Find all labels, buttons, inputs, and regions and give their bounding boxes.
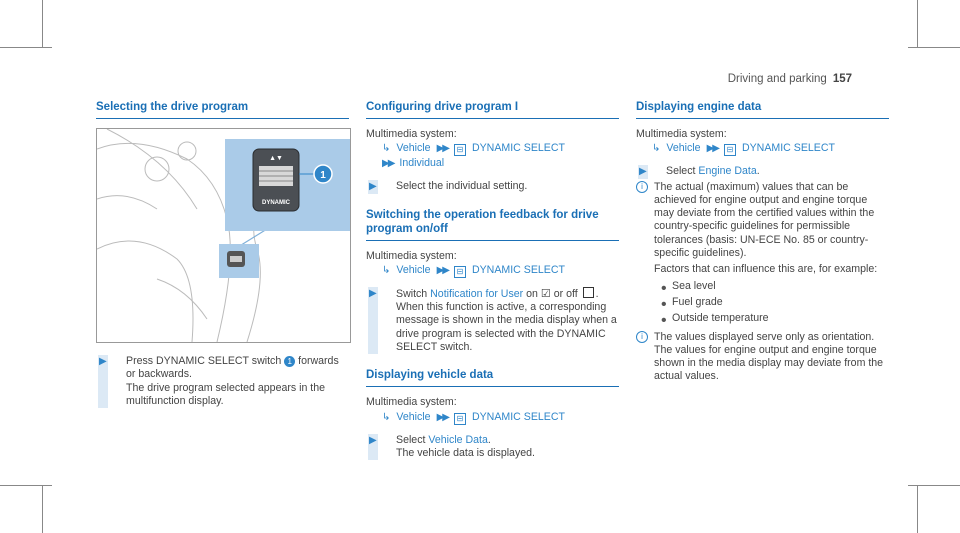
step-text: . <box>595 287 599 300</box>
section-title: Displaying vehicle data <box>366 368 619 387</box>
intro-text: Multimedia system: <box>366 249 457 262</box>
path-item: Vehicle <box>666 142 701 155</box>
header-section: Driving and parking <box>727 73 827 85</box>
list-item <box>654 296 889 309</box>
menu-arrow-icon: ↳ <box>382 411 391 423</box>
step-text: Select the individual setting. <box>396 180 528 193</box>
section-title: Configuring drive program I <box>366 100 619 119</box>
step-arrow-icon: ▶ <box>99 356 107 367</box>
column-3 <box>636 100 889 384</box>
list-item-text: • Outside temperature <box>672 312 769 325</box>
factors-text: Factors that can influence this are, for example: <box>654 263 878 276</box>
crop-mark <box>42 485 43 533</box>
crop-mark <box>42 0 43 48</box>
crop-mark <box>917 485 918 533</box>
path-item: Vehicle <box>396 263 431 276</box>
instruction-step <box>366 287 619 354</box>
menu-arrow-icon: ↳ <box>382 264 391 276</box>
step-arrow-icon: ▶ <box>369 434 377 446</box>
step-arrow-icon: ▶ <box>369 181 377 193</box>
path-item: DYNAMIC SELECT <box>471 410 565 423</box>
center-console-illustration <box>97 129 350 342</box>
callout-badge: 1 <box>284 356 295 367</box>
list-item-text: • Fuel grade <box>672 295 723 308</box>
crop-mark <box>0 47 52 48</box>
chevron-right-icon: ▶▶ <box>436 143 448 155</box>
instruction-step <box>636 165 889 178</box>
instruction-step <box>366 434 619 461</box>
note-text: The actual (maximum) values that can be achieved for engine output and engine torque may deviate from the certified values within the country-specific guidelines for permissible tolerances (basis: UN-ECE No. 85 or country-specific guidelines). <box>654 180 875 260</box>
chevron-right-icon: ▶▶ <box>436 411 448 423</box>
path-item: DYNAMIC SELECT <box>471 263 565 276</box>
note-text: The values displayed serve only as orientation. The values for engine output and engine torque shown in the media display may deviate from the actual values. <box>654 330 884 383</box>
instruction-step <box>96 355 349 408</box>
step-text: . <box>756 165 760 178</box>
menu-path <box>366 410 619 425</box>
step-text: Switch <box>396 287 428 300</box>
path-item: Vehicle <box>396 410 431 423</box>
seat-icon: ⊟ <box>724 144 736 156</box>
step-text: on <box>526 287 538 300</box>
page-number: 157 <box>832 73 852 85</box>
svg-text:▲▼: ▲▼ <box>269 155 283 162</box>
step-text: Press DYNAMIC SELECT switch <box>126 355 282 367</box>
menu-arrow-icon: ↳ <box>382 143 391 155</box>
switch-label: DYNAMIC <box>262 200 290 206</box>
dynamic-switch-zoom <box>225 139 350 231</box>
crop-mark <box>0 485 52 486</box>
crop-mark <box>908 47 960 48</box>
step-text: or off <box>553 287 578 300</box>
list-item <box>654 312 889 325</box>
setting-link: Notification for User <box>430 287 524 300</box>
step-arrow-icon: ▶ <box>369 287 377 299</box>
menu-path <box>366 263 619 278</box>
setting-link: Engine Data <box>698 165 757 178</box>
column-1 <box>96 100 349 408</box>
setting-link: Vehicle Data <box>428 433 488 446</box>
step-result: When this function is active, a corresponding message is shown in the media display when a drive program is selected with the DYNAMIC SELECT switch. <box>396 301 617 354</box>
list-item <box>654 280 889 293</box>
step-text: forwards or backwards. <box>126 355 339 381</box>
dynamic-select-figure <box>96 128 351 343</box>
menu-path <box>366 156 619 171</box>
crop-mark <box>908 485 960 486</box>
step-text: . <box>487 433 491 446</box>
menu-path <box>366 141 619 156</box>
info-note <box>636 331 889 384</box>
callout-number: 1 <box>320 170 326 181</box>
instruction-step <box>366 180 619 193</box>
info-icon: i <box>636 331 648 343</box>
running-header <box>728 73 852 85</box>
info-note <box>636 181 889 326</box>
section-title: Displaying engine data <box>636 100 889 119</box>
checkbox-empty-icon <box>583 287 594 298</box>
menu-arrow-icon: ↳ <box>652 143 661 155</box>
switch-location-highlight <box>219 244 259 278</box>
step-result: The drive program selected appears in the multifunction display. <box>126 381 326 407</box>
step-arrow-icon: ▶ <box>639 166 647 178</box>
column-2 <box>366 100 619 460</box>
path-item: Vehicle <box>396 142 431 155</box>
seat-icon: ⊟ <box>454 413 466 425</box>
chevron-right-icon: ▶▶ <box>382 158 394 170</box>
step-text: Select <box>396 433 426 446</box>
menu-path <box>636 141 889 156</box>
path-item: DYNAMIC SELECT <box>741 142 835 155</box>
info-icon: i <box>636 181 648 193</box>
seat-icon: ⊟ <box>454 144 466 156</box>
seat-icon: ⊟ <box>454 266 466 278</box>
path-item: Individual <box>399 157 445 170</box>
intro-text: Multimedia system: <box>366 396 457 409</box>
crop-mark <box>917 0 918 48</box>
chevron-right-icon: ▶▶ <box>436 264 448 276</box>
section-title: Switching the operation feedback for drive program on/off <box>366 208 619 241</box>
chevron-right-icon: ▶▶ <box>706 143 718 155</box>
section-title: Selecting the drive program <box>96 100 349 119</box>
step-result: The vehicle data is displayed. <box>396 446 535 459</box>
step-text: Select <box>666 165 696 178</box>
checkbox-checked-icon: ☑ <box>540 287 551 300</box>
intro-text: Multimedia system: <box>366 128 457 140</box>
path-item: DYNAMIC SELECT <box>471 142 565 155</box>
intro-text: Multimedia system: <box>636 128 727 140</box>
list-item-text: • Sea level <box>672 279 716 292</box>
